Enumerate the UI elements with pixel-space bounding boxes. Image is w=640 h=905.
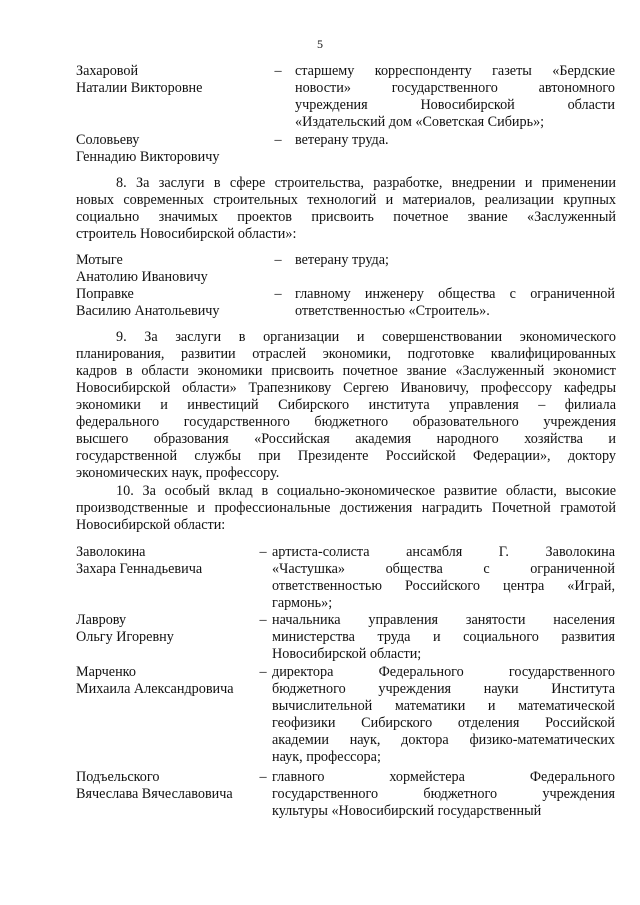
paragraph-line: Новосибирской области» Трапезникову Сергею Ивановичу, профессору кафедры xyxy=(76,380,616,396)
recipient-name-line: Поправке xyxy=(76,286,134,302)
paragraph-line: 10. За особый вклад в социально-экономическое развитие области, высокие xyxy=(116,483,616,499)
recipient-name-line: Подъельского xyxy=(76,769,160,785)
recipient-name-line: Геннадию Викторовичу xyxy=(76,149,220,165)
recipient-position-line: бюджетного учреждения науки Института xyxy=(272,681,615,697)
recipient-name-line: Ольгу Игоревну xyxy=(76,629,174,645)
paragraph-line: экономических наук, профессору. xyxy=(76,465,280,481)
page-number: 5 xyxy=(317,37,323,51)
recipient-name-line: Соловьеву xyxy=(76,132,140,148)
recipient-position xyxy=(272,664,615,766)
recipient-position-line: Новосибирской области; xyxy=(272,646,422,662)
recipient-name xyxy=(76,769,266,803)
recipient-position-line: ветерану труда. xyxy=(295,132,389,148)
recipient-position xyxy=(272,769,615,820)
paragraph-9 xyxy=(76,329,616,482)
recipient-name-line: Василию Анатольевичу xyxy=(76,303,220,319)
recipient-position-line: учреждения Новосибирской области xyxy=(295,97,615,113)
recipient-position xyxy=(295,63,615,131)
recipient-name-line: Заволокина xyxy=(76,544,146,560)
entry-dash: – xyxy=(274,286,282,302)
paragraph-line: Новосибирской области: xyxy=(76,517,226,533)
paragraph-line: новых современных строительных технологий и материалов, реализации крупных xyxy=(76,192,616,208)
recipient-position-line: ветерану труда; xyxy=(295,252,389,268)
recipient-name-line: Вячеслава Вячеславовича xyxy=(76,786,233,802)
recipient-name-line: Захара Геннадьевича xyxy=(76,561,203,577)
recipient-name xyxy=(76,544,266,578)
paragraph-line: федерального государственного бюджетного образовательного учреждения xyxy=(76,414,616,430)
paragraph-8 xyxy=(76,175,616,243)
recipient-name xyxy=(76,664,266,698)
recipient-name-line: Захаровой xyxy=(76,63,139,79)
recipient-name-line: Михаила Александровича xyxy=(76,681,234,697)
recipient-position-line: академии наук, доктора физико-математических xyxy=(272,732,615,748)
recipient-name xyxy=(76,252,266,286)
paragraph-line: строитель Новосибирской области»: xyxy=(76,226,297,242)
paragraph-line: экономики и инвестиций Сибирского института управления – филиала xyxy=(76,397,616,413)
recipient-position xyxy=(272,612,615,663)
recipient-position-line: гармонь»; xyxy=(272,595,333,611)
paragraph-line: социально значимых проектов присвоить почетное звание «Заслуженный xyxy=(76,209,616,225)
recipient-name-line: Наталии Викторовне xyxy=(76,80,203,96)
recipient-position xyxy=(295,132,615,149)
paragraph-10 xyxy=(76,483,616,534)
recipient-position-line: государственного бюджетного учреждения xyxy=(272,786,615,802)
recipient-name-line: Анатолию Ивановичу xyxy=(76,269,208,285)
entry-dash: – xyxy=(259,769,267,785)
paragraph-line: высшего образования «Российская академия народного хозяйства и xyxy=(76,431,616,447)
recipient-name xyxy=(76,63,266,97)
paragraph-line: производственные и профессиональные достижения наградить Почетной грамотой xyxy=(76,500,616,516)
recipient-name xyxy=(76,132,266,166)
entry-dash: – xyxy=(259,664,267,680)
recipient-position xyxy=(272,544,615,612)
entry-dash: – xyxy=(274,132,282,148)
recipient-position-line: директора Федерального государственного xyxy=(272,664,615,680)
recipient-position-line: старшему корреспонденту газеты «Бердские xyxy=(295,63,615,79)
paragraph-line: кадров в области экономики присвоить почетное звание «Заслуженный экономист xyxy=(76,363,616,379)
recipient-position-line: начальника управления занятости населения xyxy=(272,612,615,628)
paragraph-line: планирования, развитии отраслей экономики, подготовке квалифицированных xyxy=(76,346,616,362)
recipient-position-line: главному инженеру общества с ограниченной xyxy=(295,286,615,302)
recipient-position-line: министерства труда и социального развития xyxy=(272,629,615,645)
recipient-name xyxy=(76,286,266,320)
recipient-position-line: ответственностью Российского центра «Играй, xyxy=(272,578,615,594)
entry-dash: – xyxy=(274,63,282,79)
recipient-position-line: культуры «Новосибирский государственный xyxy=(272,803,542,819)
recipient-name-line: Лаврову xyxy=(76,612,127,628)
recipient-position-line: новости» государственного автономного xyxy=(295,80,615,96)
recipient-position-line: ответственностью «Строитель». xyxy=(295,303,490,319)
recipient-position-line: главного хормейстера Федерального xyxy=(272,769,615,785)
recipient-position xyxy=(295,286,615,320)
recipient-name-line: Мотыге xyxy=(76,252,123,268)
paragraph-line: 9. За заслуги в организации и совершенствовании экономического xyxy=(116,329,616,345)
paragraph-line: 8. За заслуги в сфере строительства, разработке, внедрении и применении xyxy=(116,175,616,191)
paragraph-line: государственной службы при Президенте Российской Федерации», доктору xyxy=(76,448,616,464)
recipient-position-line: вычислительной математики и математической xyxy=(272,698,615,714)
recipient-name xyxy=(76,612,266,646)
recipient-position-line: геофизики Сибирского отделения Российской xyxy=(272,715,615,731)
entry-dash: – xyxy=(274,252,282,268)
recipient-position-line: «Издательский дом «Советская Сибирь»; xyxy=(295,114,545,130)
recipient-position xyxy=(295,252,615,269)
recipient-name-line: Марченко xyxy=(76,664,136,680)
recipient-position-line: артиста-солиста ансамбля Г. Заволокина xyxy=(272,544,615,560)
entry-dash: – xyxy=(259,612,267,628)
entry-dash: – xyxy=(259,544,267,560)
recipient-position-line: «Частушка» общества с ограниченной xyxy=(272,561,615,577)
recipient-position-line: наук, профессора; xyxy=(272,749,381,765)
